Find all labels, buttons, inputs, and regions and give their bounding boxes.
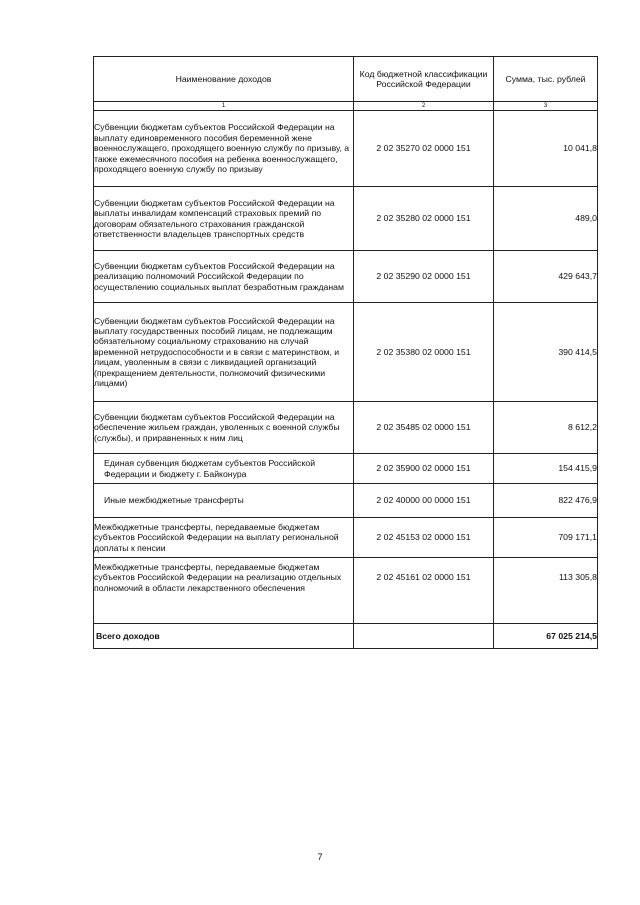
header-code: Код бюджетной классификации Российской Федерации [354, 57, 494, 102]
header-name: Наименование доходов [94, 57, 354, 102]
table-row [94, 518, 598, 558]
column-number: 2 [354, 102, 494, 111]
table-row [94, 187, 598, 251]
budget-code: 2 02 35900 02 0000 151 [354, 454, 494, 484]
amount: 154 415,9 [494, 454, 598, 484]
amount: 113 305,8 [494, 558, 598, 624]
amount: 10 041,8 [494, 111, 598, 187]
revenue-table [93, 56, 598, 649]
table-row [94, 454, 598, 484]
budget-code: 2 02 35485 02 0000 151 [354, 402, 494, 454]
table-row [94, 303, 598, 402]
table-row [94, 111, 598, 187]
revenue-name: Субвенции бюджетам субъектов Российской Федерации на выплаты инвалидам компенсаций страховых премий по договорам обязательного страхования гражданской ответственности владельцев транспортных средств [94, 187, 354, 251]
budget-code: 2 02 35280 02 0000 151 [354, 187, 494, 251]
amount: 709 171,1 [494, 518, 598, 558]
budget-code: 2 02 40000 00 0000 151 [354, 484, 494, 518]
total-amount: 67 025 214,5 [494, 624, 598, 649]
amount: 489,0 [494, 187, 598, 251]
budget-code: 2 02 45153 02 0000 151 [354, 518, 494, 558]
revenue-name: Субвенции бюджетам субъектов Российской Федерации на выплату единовременного пособия беременной жене военнослужащего, проходящего военную службу по призыву, а также ежемесячного пособия на ребенка военнослужащего, проходящего военную службу по призыву [94, 111, 354, 187]
revenue-name: Единая субвенция бюджетам субъектов Российской Федерации и бюджету г. Байконура [94, 454, 354, 484]
table-row [94, 402, 598, 454]
header-amount: Сумма, тыс. рублей [494, 57, 598, 102]
column-number: 1 [94, 102, 354, 111]
revenue-name: Межбюджетные трансферты, передаваемые бюджетам субъектов Российской Федерации на выплату региональной доплаты к пенсии [94, 518, 354, 558]
table-row [94, 251, 598, 303]
budget-code: 2 02 35290 02 0000 151 [354, 251, 494, 303]
revenue-name: Межбюджетные трансферты, передаваемые бюджетам субъектов Российской Федерации на реализацию отдельных полномочий в области лекарственного обеспечения [94, 558, 354, 624]
revenue-name: Субвенции бюджетам субъектов Российской Федерации на выплату государственных пособий лицам, не подлежащим обязательному социальному страхованию на случай временной нетрудоспособности и в связи с материнством, и лицам, уволенным в связи с ликвидацией организаций (прекращением деятельности, полномочий физическими лицами) [94, 303, 354, 402]
column-number-row [94, 102, 598, 111]
revenue-name: Субвенции бюджетам субъектов Российской Федерации на обеспечение жильем граждан, уволенных с военной службы (службы), и приравненных к ним лиц [94, 402, 354, 454]
revenue-name: Иные межбюджетные трансферты [94, 484, 354, 518]
total-row [94, 624, 598, 649]
amount: 8 612,2 [494, 402, 598, 454]
budget-code: 2 02 45161 02 0000 151 [354, 558, 494, 624]
header-row [94, 57, 598, 102]
page-number: 7 [317, 852, 323, 862]
total-code [354, 624, 494, 649]
column-number: 3 [494, 102, 598, 111]
table-row [94, 484, 598, 518]
amount: 429 643,7 [494, 251, 598, 303]
budget-code: 2 02 35270 02 0000 151 [354, 111, 494, 187]
revenue-name: Субвенции бюджетам субъектов Российской Федерации на реализацию полномочий Российской Федерации по осуществлению социальных выплат безработным гражданам [94, 251, 354, 303]
amount: 390 414,5 [494, 303, 598, 402]
budget-code: 2 02 35380 02 0000 151 [354, 303, 494, 402]
table-row [94, 558, 598, 624]
amount: 822 476,9 [494, 484, 598, 518]
total-label: Всего доходов [94, 624, 354, 649]
